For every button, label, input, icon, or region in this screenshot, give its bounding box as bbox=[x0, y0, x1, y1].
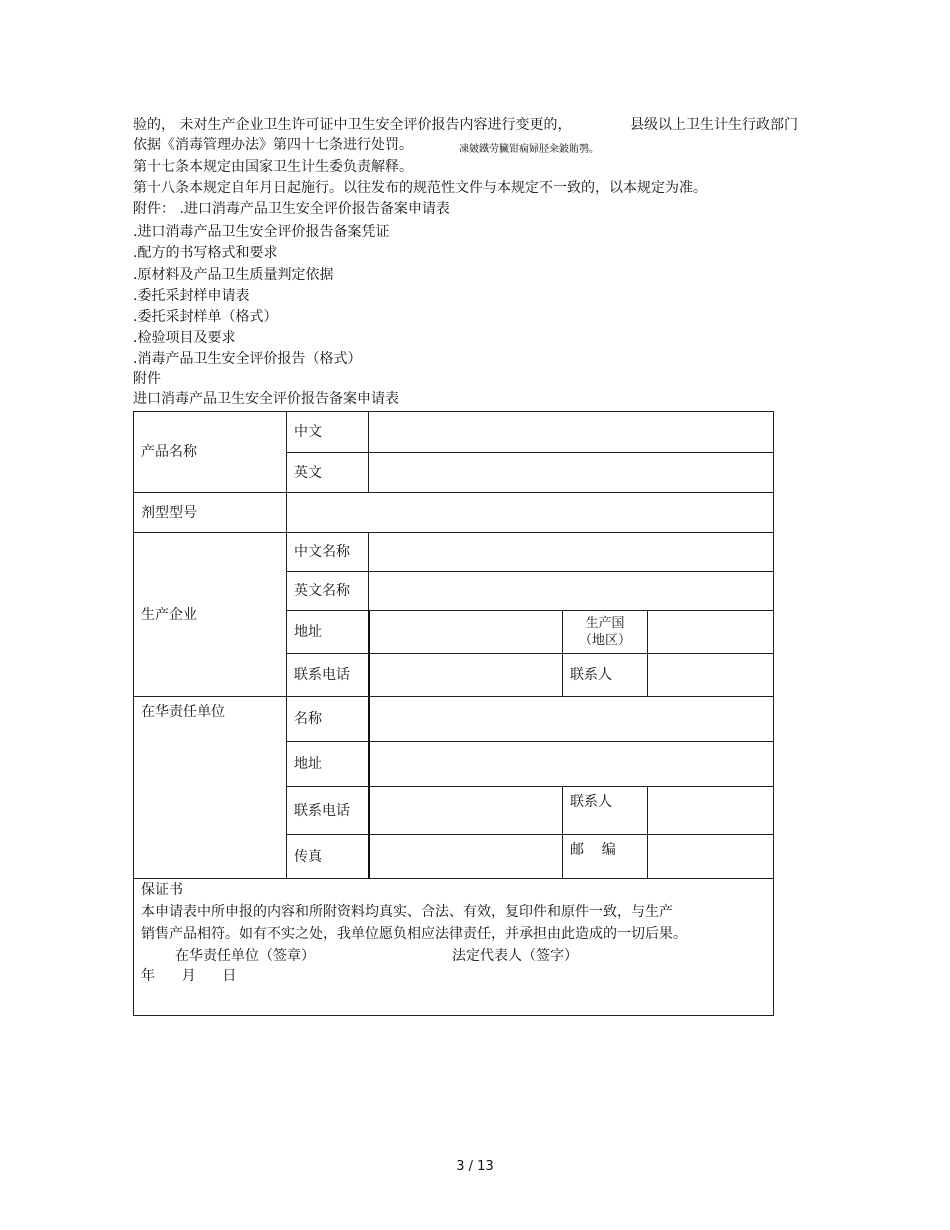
label-postcode: 邮 编 bbox=[563, 835, 648, 879]
unit-seal-label: 在华责任单位（签章） bbox=[175, 948, 315, 964]
attachment-item: .配方的书写格式和要求 bbox=[133, 245, 278, 261]
guarantee-section bbox=[134, 879, 774, 1016]
attachment-item: .消毒产品卫生安全评价报告（格式） bbox=[133, 351, 362, 367]
text-line-1a: 验的， 未对生产企业卫生许可证中卫生安全评价报告内容进行变更的， bbox=[133, 117, 572, 133]
attachment-item: .检验项目及要求 bbox=[133, 330, 236, 346]
attachments-label: 附件： .进口消毒产品卫生安全评价报告备案申请表 bbox=[133, 201, 450, 217]
label-manufacturer: 生产企业 bbox=[134, 533, 287, 697]
text-line-2b: 凍皴鐵劳臟钳痫婦胫籴鈹賄鹗。 bbox=[459, 144, 599, 155]
appendix-heading: 附件 bbox=[133, 371, 161, 387]
field-country-region[interactable] bbox=[648, 611, 774, 654]
page-number: 3 / 13 bbox=[456, 1159, 494, 1174]
field-manufacturer-name-en[interactable] bbox=[369, 572, 774, 611]
label-chinese-name: 中文名称 bbox=[287, 533, 369, 572]
label-dosage-form: 剂型型号 bbox=[134, 493, 287, 533]
label-address: 地址 bbox=[287, 611, 369, 654]
field-manufacturer-contact[interactable] bbox=[648, 654, 774, 697]
form-title: 进口消毒产品卫生安全评价报告备案申请表 bbox=[133, 391, 399, 407]
label-phone-2: 联系电话 bbox=[287, 787, 369, 835]
field-product-name-en[interactable] bbox=[369, 453, 774, 493]
field-product-name-cn[interactable] bbox=[369, 412, 774, 453]
guarantee-title: 保证书 bbox=[141, 882, 183, 898]
field-dosage-form[interactable] bbox=[287, 493, 774, 533]
field-manufacturer-name-cn[interactable] bbox=[369, 533, 774, 572]
label-name: 名称 bbox=[287, 697, 369, 742]
field-unit-address[interactable] bbox=[369, 742, 774, 787]
label-responsible-unit: 在华责任单位 bbox=[134, 697, 287, 879]
label-product-name: 产品名称 bbox=[134, 412, 287, 493]
attachment-item: .进口消毒产品卫生安全评价报告备案凭证 bbox=[133, 224, 390, 240]
field-unit-name[interactable] bbox=[369, 697, 774, 742]
label-country-region: 生产国 （地区） bbox=[563, 611, 648, 654]
field-unit-postcode[interactable] bbox=[648, 835, 774, 879]
label-contact-2: 联系人 bbox=[563, 787, 648, 835]
field-unit-fax[interactable] bbox=[369, 835, 563, 879]
field-unit-contact[interactable] bbox=[648, 787, 774, 835]
label-phone: 联系电话 bbox=[287, 654, 369, 697]
field-manufacturer-phone[interactable] bbox=[369, 654, 563, 697]
label-contact: 联系人 bbox=[563, 654, 648, 697]
application-form-table bbox=[133, 411, 774, 1016]
label-address-2: 地址 bbox=[287, 742, 369, 787]
article-17: 第十七条本规定由国家卫生计生委负责解释。 bbox=[133, 159, 413, 175]
text-line-1b: 县级以上卫生计生行政部门 bbox=[630, 117, 798, 133]
guarantee-text-1: 本申请表中所申报的内容和所附资料均真实、合法、有效，复印件和原件一致，与生产 bbox=[141, 904, 673, 920]
field-unit-phone[interactable] bbox=[369, 787, 563, 835]
date-line: 年 月 日 bbox=[141, 968, 237, 984]
text-line-2a: 依据《消毒管理办法》第四十七条进行处罚。 bbox=[133, 137, 413, 153]
label-english-name: 英文名称 bbox=[287, 572, 369, 611]
label-english: 英文 bbox=[287, 453, 369, 493]
field-manufacturer-address[interactable] bbox=[369, 611, 563, 654]
label-chinese: 中文 bbox=[287, 412, 369, 453]
article-18: 第十八条本规定自年月日起施行。以往发布的规范性文件与本规定不一致的，以本规定为准。 bbox=[133, 180, 707, 196]
attachment-item: .委托采封样申请表 bbox=[133, 288, 250, 304]
label-fax: 传真 bbox=[287, 835, 369, 879]
attachment-item: .原材料及产品卫生质量判定依据 bbox=[133, 267, 334, 283]
guarantee-text-2: 销售产品相符。如有不实之处，我单位愿负相应法律责任，并承担由此造成的一切后果。 bbox=[141, 926, 687, 942]
representative-signature-label: 法定代表人（签字） bbox=[452, 948, 578, 964]
attachment-item: .委托采封样单（格式） bbox=[133, 309, 278, 325]
